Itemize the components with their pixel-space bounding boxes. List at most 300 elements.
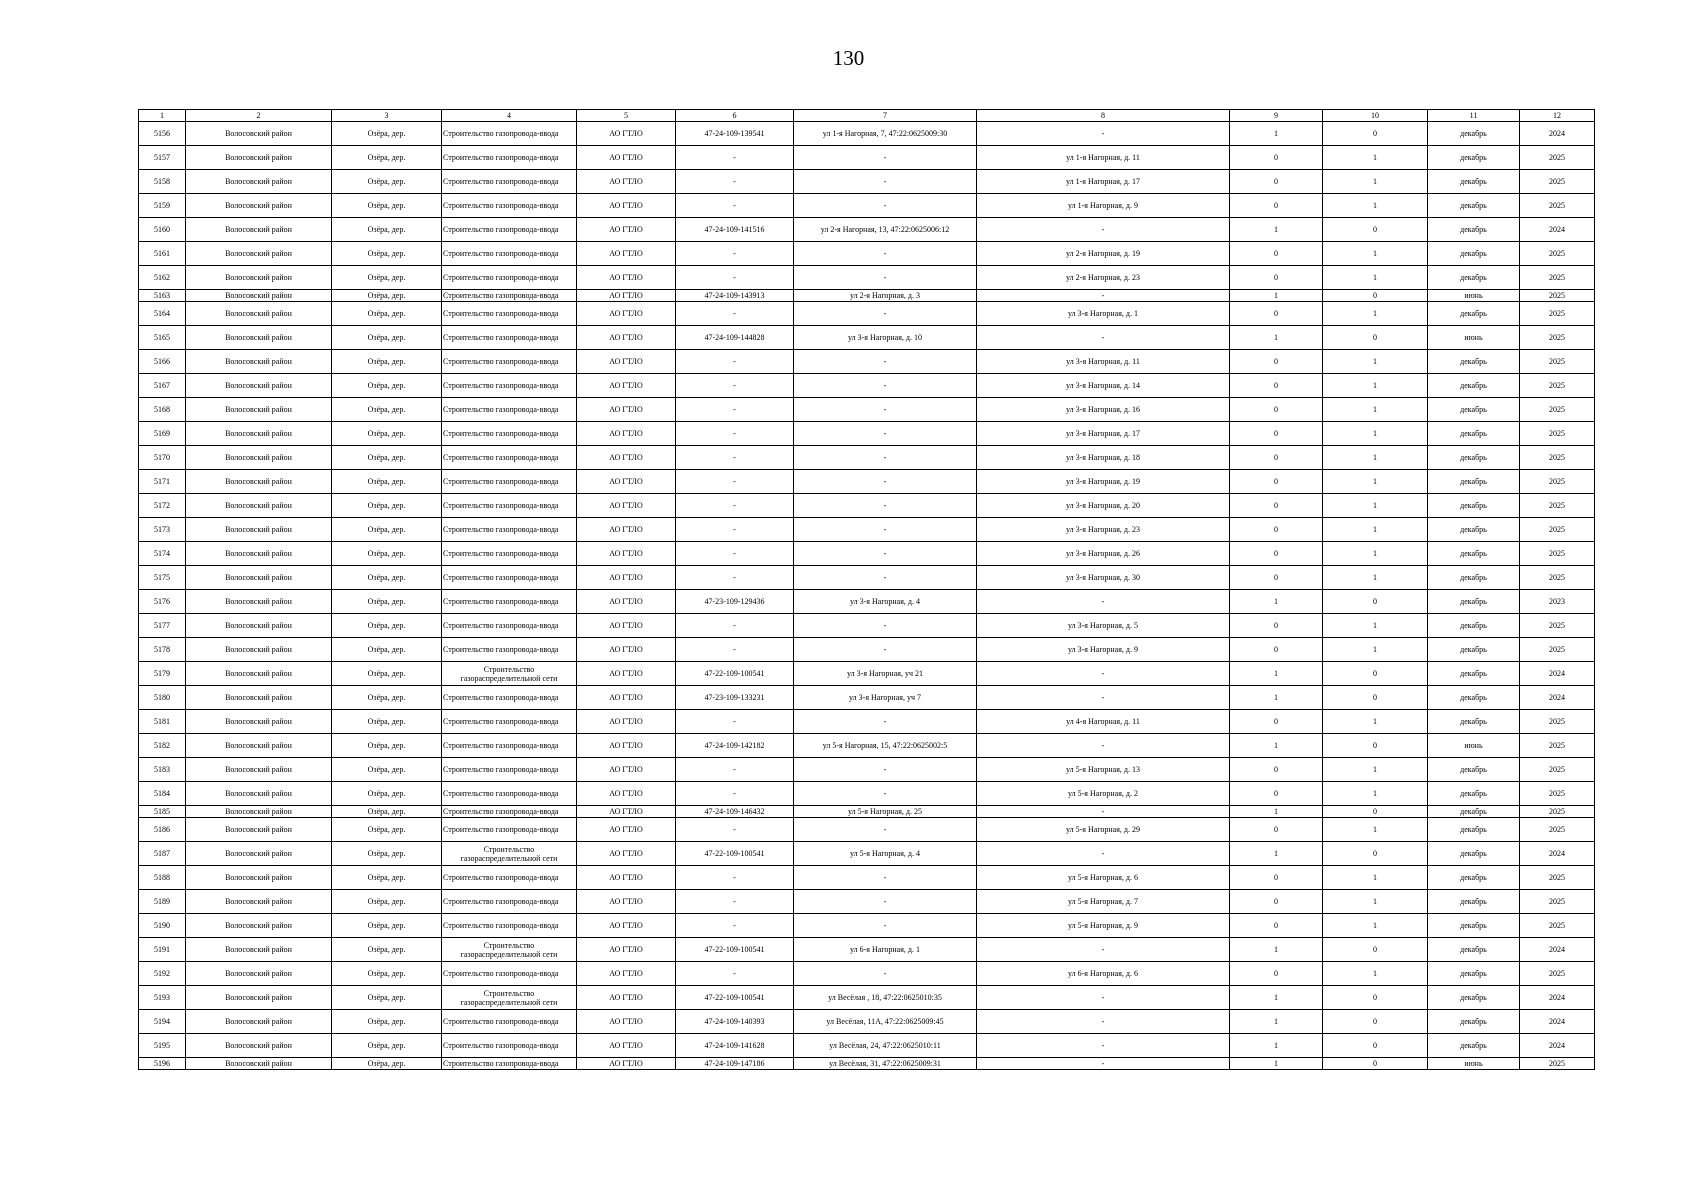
cell-col10: 1	[1323, 242, 1428, 266]
cell-settlement: Озёра, дер.	[332, 782, 442, 806]
cell-organization: АО ГТЛО	[577, 290, 676, 302]
cell-work-type: Строительство газопровода-ввода	[442, 818, 577, 842]
cell-month: декабрь	[1428, 218, 1520, 242]
cell-col10: 0	[1323, 986, 1428, 1010]
cell-code: -	[676, 398, 794, 422]
cell-month: декабрь	[1428, 1034, 1520, 1058]
cell-work-type: Строительство газораспределительной сети	[442, 842, 577, 866]
cell-year: 2025	[1520, 194, 1595, 218]
cell-month: декабрь	[1428, 374, 1520, 398]
column-header: 6	[676, 110, 794, 122]
cell-col10: 1	[1323, 890, 1428, 914]
cell-code: 47-22-109-100541	[676, 842, 794, 866]
cell-address-planned: -	[977, 734, 1230, 758]
cell-address: -	[794, 890, 977, 914]
cell-col10: 1	[1323, 374, 1428, 398]
cell-organization: АО ГТЛО	[577, 986, 676, 1010]
cell-settlement: Озёра, дер.	[332, 122, 442, 146]
cell-month: декабрь	[1428, 350, 1520, 374]
cell-district: Волосовский район	[186, 350, 332, 374]
cell-district: Волосовский район	[186, 446, 332, 470]
cell-address-planned: ул 3-я Нагорная, д. 30	[977, 566, 1230, 590]
table-row	[139, 170, 1595, 194]
cell-district: Волосовский район	[186, 914, 332, 938]
cell-organization: АО ГТЛО	[577, 806, 676, 818]
cell-row-number: 5158	[139, 170, 186, 194]
cell-year: 2023	[1520, 590, 1595, 614]
cell-year: 2024	[1520, 662, 1595, 686]
cell-month: декабрь	[1428, 566, 1520, 590]
cell-district: Волосовский район	[186, 518, 332, 542]
cell-month: июнь	[1428, 326, 1520, 350]
cell-settlement: Озёра, дер.	[332, 302, 442, 326]
cell-district: Волосовский район	[186, 614, 332, 638]
cell-row-number: 5186	[139, 818, 186, 842]
cell-organization: АО ГТЛО	[577, 266, 676, 290]
cell-col9: 1	[1230, 122, 1323, 146]
cell-col10: 0	[1323, 326, 1428, 350]
cell-settlement: Озёра, дер.	[332, 890, 442, 914]
table-row	[139, 590, 1595, 614]
cell-col10: 1	[1323, 818, 1428, 842]
cell-row-number: 5156	[139, 122, 186, 146]
cell-month: декабрь	[1428, 122, 1520, 146]
cell-work-type: Строительство газопровода-ввода	[442, 686, 577, 710]
cell-organization: АО ГТЛО	[577, 194, 676, 218]
cell-organization: АО ГТЛО	[577, 914, 676, 938]
cell-district: Волосовский район	[186, 818, 332, 842]
cell-organization: АО ГТЛО	[577, 170, 676, 194]
cell-organization: АО ГТЛО	[577, 470, 676, 494]
cell-work-type: Строительство газопровода-ввода	[442, 866, 577, 890]
table-row	[139, 614, 1595, 638]
cell-settlement: Озёра, дер.	[332, 446, 442, 470]
table-row	[139, 446, 1595, 470]
cell-settlement: Озёра, дер.	[332, 914, 442, 938]
cell-year: 2024	[1520, 218, 1595, 242]
cell-row-number: 5180	[139, 686, 186, 710]
cell-col10: 0	[1323, 1010, 1428, 1034]
cell-settlement: Озёра, дер.	[332, 518, 442, 542]
cell-col10: 0	[1323, 842, 1428, 866]
cell-row-number: 5160	[139, 218, 186, 242]
cell-organization: АО ГТЛО	[577, 590, 676, 614]
cell-month: декабрь	[1428, 818, 1520, 842]
cell-address: -	[794, 194, 977, 218]
cell-work-type: Строительство газопровода-ввода	[442, 890, 577, 914]
cell-col10: 1	[1323, 542, 1428, 566]
cell-organization: АО ГТЛО	[577, 734, 676, 758]
cell-address-planned: -	[977, 326, 1230, 350]
table-row	[139, 890, 1595, 914]
cell-work-type: Строительство газопровода-ввода	[442, 1034, 577, 1058]
cell-address-planned: ул 3-я Нагорная, д. 20	[977, 494, 1230, 518]
cell-year: 2024	[1520, 122, 1595, 146]
cell-col10: 1	[1323, 638, 1428, 662]
table-row	[139, 842, 1595, 866]
cell-month: декабрь	[1428, 170, 1520, 194]
cell-work-type: Строительство газопровода-ввода	[442, 962, 577, 986]
cell-col10: 0	[1323, 122, 1428, 146]
cell-row-number: 5176	[139, 590, 186, 614]
cell-address: ул Весёлая , 18, 47:22:0625010:35	[794, 986, 977, 1010]
cell-district: Волосовский район	[186, 374, 332, 398]
cell-col9: 0	[1230, 518, 1323, 542]
cell-organization: АО ГТЛО	[577, 446, 676, 470]
cell-organization: АО ГТЛО	[577, 518, 676, 542]
cell-work-type: Строительство газопровода-ввода	[442, 710, 577, 734]
cell-settlement: Озёра, дер.	[332, 470, 442, 494]
cell-row-number: 5179	[139, 662, 186, 686]
cell-district: Волосовский район	[186, 566, 332, 590]
table-row	[139, 710, 1595, 734]
cell-month: декабрь	[1428, 662, 1520, 686]
table-row	[139, 518, 1595, 542]
cell-district: Волосовский район	[186, 218, 332, 242]
cell-district: Волосовский район	[186, 266, 332, 290]
cell-address: -	[794, 242, 977, 266]
cell-work-type: Строительство газопровода-ввода	[442, 446, 577, 470]
cell-organization: АО ГТЛО	[577, 302, 676, 326]
cell-work-type: Строительство газопровода-ввода	[442, 914, 577, 938]
cell-code: -	[676, 914, 794, 938]
cell-col10: 0	[1323, 218, 1428, 242]
cell-work-type: Строительство газопровода-ввода	[442, 566, 577, 590]
column-header: 2	[186, 110, 332, 122]
column-header: 7	[794, 110, 977, 122]
page-number: 130	[832, 46, 865, 70]
cell-row-number: 5170	[139, 446, 186, 470]
cell-col10: 1	[1323, 566, 1428, 590]
cell-year: 2024	[1520, 1010, 1595, 1034]
cell-year: 2025	[1520, 1058, 1595, 1070]
cell-col10: 1	[1323, 350, 1428, 374]
cell-address-planned: ул 3-я Нагорная, д. 16	[977, 398, 1230, 422]
cell-organization: АО ГТЛО	[577, 146, 676, 170]
cell-district: Волосовский район	[186, 326, 332, 350]
cell-address-planned: -	[977, 122, 1230, 146]
cell-col9: 0	[1230, 638, 1323, 662]
table-row	[139, 566, 1595, 590]
cell-work-type: Строительство газопровода-ввода	[442, 146, 577, 170]
cell-work-type: Строительство газопровода-ввода	[442, 542, 577, 566]
cell-row-number: 5169	[139, 422, 186, 446]
cell-address-planned: ул 3-я Нагорная, д. 5	[977, 614, 1230, 638]
cell-address-planned: ул 3-я Нагорная, д. 9	[977, 638, 1230, 662]
table-row	[139, 326, 1595, 350]
cell-work-type: Строительство газораспределительной сети	[442, 662, 577, 686]
cell-col10: 0	[1323, 734, 1428, 758]
cell-col10: 1	[1323, 422, 1428, 446]
cell-district: Волосовский район	[186, 590, 332, 614]
cell-address-planned: ул 1-я Нагорная, д. 11	[977, 146, 1230, 170]
cell-col9: 1	[1230, 842, 1323, 866]
cell-col10: 1	[1323, 758, 1428, 782]
cell-organization: АО ГТЛО	[577, 686, 676, 710]
cell-month: декабрь	[1428, 470, 1520, 494]
column-header: 5	[577, 110, 676, 122]
cell-col9: 0	[1230, 494, 1323, 518]
cell-row-number: 5165	[139, 326, 186, 350]
cell-settlement: Озёра, дер.	[332, 590, 442, 614]
cell-code: 47-22-109-100541	[676, 986, 794, 1010]
cell-settlement: Озёра, дер.	[332, 170, 442, 194]
cell-address: -	[794, 914, 977, 938]
cell-row-number: 5188	[139, 866, 186, 890]
cell-settlement: Озёра, дер.	[332, 350, 442, 374]
cell-year: 2024	[1520, 938, 1595, 962]
cell-settlement: Озёра, дер.	[332, 710, 442, 734]
cell-district: Волосовский район	[186, 710, 332, 734]
cell-row-number: 5191	[139, 938, 186, 962]
cell-month: декабрь	[1428, 806, 1520, 818]
cell-work-type: Строительство газопровода-ввода	[442, 590, 577, 614]
cell-address: ул 2-я Нагорная, 13, 47:22:0625006:12	[794, 218, 977, 242]
cell-row-number: 5163	[139, 290, 186, 302]
cell-code: -	[676, 614, 794, 638]
cell-address: -	[794, 374, 977, 398]
cell-year: 2025	[1520, 806, 1595, 818]
cell-year: 2025	[1520, 566, 1595, 590]
cell-work-type: Строительство газопровода-ввода	[442, 326, 577, 350]
cell-code: 47-24-109-146432	[676, 806, 794, 818]
cell-code: -	[676, 866, 794, 890]
cell-organization: АО ГТЛО	[577, 218, 676, 242]
cell-address-planned: ул 3-я Нагорная, д. 11	[977, 350, 1230, 374]
cell-address: ул Весёлая, 24, 47:22:0625010:11	[794, 1034, 977, 1058]
cell-organization: АО ГТЛО	[577, 374, 676, 398]
cell-col9: 0	[1230, 710, 1323, 734]
column-header: 10	[1323, 110, 1428, 122]
cell-col10: 1	[1323, 494, 1428, 518]
cell-code: 47-24-109-140393	[676, 1010, 794, 1034]
cell-code: 47-22-109-100541	[676, 938, 794, 962]
cell-organization: АО ГТЛО	[577, 542, 676, 566]
table-row	[139, 734, 1595, 758]
cell-address: ул 3-я Нагорная, д. 10	[794, 326, 977, 350]
cell-settlement: Озёра, дер.	[332, 758, 442, 782]
cell-col9: 0	[1230, 914, 1323, 938]
cell-month: декабрь	[1428, 194, 1520, 218]
cell-code: 47-23-109-133231	[676, 686, 794, 710]
cell-year: 2025	[1520, 518, 1595, 542]
cell-col10: 1	[1323, 710, 1428, 734]
cell-address: -	[794, 818, 977, 842]
cell-settlement: Озёра, дер.	[332, 938, 442, 962]
cell-row-number: 5162	[139, 266, 186, 290]
cell-month: июнь	[1428, 290, 1520, 302]
cell-settlement: Озёра, дер.	[332, 326, 442, 350]
cell-code: -	[676, 350, 794, 374]
cell-address-planned: ул 5-я Нагорная, д. 6	[977, 866, 1230, 890]
cell-organization: АО ГТЛО	[577, 122, 676, 146]
cell-code: -	[676, 818, 794, 842]
cell-settlement: Озёра, дер.	[332, 398, 442, 422]
cell-col9: 1	[1230, 290, 1323, 302]
cell-organization: АО ГТЛО	[577, 638, 676, 662]
cell-address-planned: -	[977, 938, 1230, 962]
cell-settlement: Озёра, дер.	[332, 662, 442, 686]
cell-address-planned: ул 3-я Нагорная, д. 19	[977, 470, 1230, 494]
table-row	[139, 914, 1595, 938]
cell-work-type: Строительство газопровода-ввода	[442, 398, 577, 422]
cell-address-planned: -	[977, 590, 1230, 614]
cell-year: 2025	[1520, 614, 1595, 638]
cell-work-type: Строительство газопровода-ввода	[442, 614, 577, 638]
cell-work-type: Строительство газопровода-ввода	[442, 1058, 577, 1070]
cell-year: 2024	[1520, 986, 1595, 1010]
cell-month: декабрь	[1428, 146, 1520, 170]
cell-month: декабрь	[1428, 302, 1520, 326]
cell-district: Волосовский район	[186, 398, 332, 422]
table-row	[139, 542, 1595, 566]
cell-row-number: 5193	[139, 986, 186, 1010]
cell-district: Волосовский район	[186, 986, 332, 1010]
cell-address-planned: ул 5-я Нагорная, д. 29	[977, 818, 1230, 842]
cell-col9: 0	[1230, 446, 1323, 470]
cell-district: Волосовский район	[186, 1058, 332, 1070]
table-row	[139, 986, 1595, 1010]
cell-organization: АО ГТЛО	[577, 494, 676, 518]
cell-month: декабрь	[1428, 242, 1520, 266]
cell-year: 2025	[1520, 290, 1595, 302]
cell-address: -	[794, 494, 977, 518]
cell-work-type: Строительство газопровода-ввода	[442, 806, 577, 818]
cell-address: ул 3-я Нагорная, уч 7	[794, 686, 977, 710]
cell-address: ул Весёлая, 11А, 47:22:0625009:45	[794, 1010, 977, 1034]
cell-year: 2025	[1520, 710, 1595, 734]
cell-address: -	[794, 470, 977, 494]
cell-row-number: 5190	[139, 914, 186, 938]
cell-code: -	[676, 782, 794, 806]
cell-col9: 1	[1230, 1010, 1323, 1034]
cell-address: -	[794, 146, 977, 170]
cell-settlement: Озёра, дер.	[332, 566, 442, 590]
cell-address-planned: ул 1-я Нагорная, д. 9	[977, 194, 1230, 218]
cell-code: -	[676, 962, 794, 986]
cell-code: 47-24-109-143913	[676, 290, 794, 302]
table-row	[139, 782, 1595, 806]
cell-district: Волосовский район	[186, 962, 332, 986]
registry-table	[138, 109, 1595, 1070]
cell-district: Волосовский район	[186, 290, 332, 302]
cell-year: 2025	[1520, 446, 1595, 470]
cell-district: Волосовский район	[186, 890, 332, 914]
cell-col9: 0	[1230, 866, 1323, 890]
cell-year: 2025	[1520, 470, 1595, 494]
cell-work-type: Строительство газопровода-ввода	[442, 758, 577, 782]
cell-month: декабрь	[1428, 710, 1520, 734]
cell-col9: 1	[1230, 806, 1323, 818]
cell-address: ул 3-я Нагорная, д. 4	[794, 590, 977, 614]
cell-code: 47-24-109-141628	[676, 1034, 794, 1058]
cell-address-planned: ул 3-я Нагорная, д. 23	[977, 518, 1230, 542]
cell-month: декабрь	[1428, 1010, 1520, 1034]
cell-organization: АО ГТЛО	[577, 350, 676, 374]
cell-address-planned: ул 3-я Нагорная, д. 14	[977, 374, 1230, 398]
cell-organization: АО ГТЛО	[577, 890, 676, 914]
table-row	[139, 866, 1595, 890]
cell-organization: АО ГТЛО	[577, 962, 676, 986]
cell-row-number: 5173	[139, 518, 186, 542]
cell-address: -	[794, 782, 977, 806]
cell-organization: АО ГТЛО	[577, 566, 676, 590]
cell-code: -	[676, 638, 794, 662]
cell-code: -	[676, 374, 794, 398]
cell-code: 47-22-109-100541	[676, 662, 794, 686]
cell-settlement: Озёра, дер.	[332, 866, 442, 890]
cell-district: Волосовский район	[186, 170, 332, 194]
cell-district: Волосовский район	[186, 302, 332, 326]
cell-work-type: Строительство газопровода-ввода	[442, 422, 577, 446]
cell-code: -	[676, 446, 794, 470]
cell-address-planned: ул 2-я Нагорная, д. 19	[977, 242, 1230, 266]
cell-year: 2025	[1520, 866, 1595, 890]
cell-work-type: Строительство газопровода-ввода	[442, 350, 577, 374]
cell-district: Волосовский район	[186, 242, 332, 266]
cell-month: декабрь	[1428, 590, 1520, 614]
cell-row-number: 5195	[139, 1034, 186, 1058]
cell-organization: АО ГТЛО	[577, 242, 676, 266]
cell-code: -	[676, 170, 794, 194]
cell-organization: АО ГТЛО	[577, 782, 676, 806]
cell-organization: АО ГТЛО	[577, 842, 676, 866]
cell-col10: 1	[1323, 914, 1428, 938]
cell-address: -	[794, 614, 977, 638]
cell-row-number: 5185	[139, 806, 186, 818]
cell-address-planned: ул 5-я Нагорная, д. 9	[977, 914, 1230, 938]
cell-work-type: Строительство газопровода-ввода	[442, 218, 577, 242]
cell-address: -	[794, 422, 977, 446]
cell-district: Волосовский район	[186, 146, 332, 170]
cell-district: Волосовский район	[186, 662, 332, 686]
cell-col10: 1	[1323, 146, 1428, 170]
table-row	[139, 302, 1595, 326]
cell-col9: 1	[1230, 986, 1323, 1010]
cell-code: -	[676, 242, 794, 266]
cell-settlement: Озёра, дер.	[332, 614, 442, 638]
table-row	[139, 350, 1595, 374]
cell-col10: 0	[1323, 686, 1428, 710]
cell-month: декабрь	[1428, 446, 1520, 470]
cell-month: декабрь	[1428, 614, 1520, 638]
cell-address: ул 1-я Нагорная, 7, 47:22:0625009:30	[794, 122, 977, 146]
cell-address-planned: ул 5-я Нагорная, д. 2	[977, 782, 1230, 806]
cell-month: декабрь	[1428, 986, 1520, 1010]
cell-year: 2025	[1520, 374, 1595, 398]
cell-col9: 0	[1230, 758, 1323, 782]
cell-district: Волосовский район	[186, 938, 332, 962]
cell-col9: 1	[1230, 1034, 1323, 1058]
table-row	[139, 122, 1595, 146]
cell-row-number: 5181	[139, 710, 186, 734]
table-row	[139, 422, 1595, 446]
cell-code: 47-24-109-142182	[676, 734, 794, 758]
column-header: 1	[139, 110, 186, 122]
cell-month: декабрь	[1428, 638, 1520, 662]
cell-district: Волосовский район	[186, 194, 332, 218]
cell-address-planned: -	[977, 662, 1230, 686]
cell-address-planned: ул 4-я Нагорная, д. 11	[977, 710, 1230, 734]
cell-work-type: Строительство газопровода-ввода	[442, 494, 577, 518]
table-row	[139, 962, 1595, 986]
cell-code: -	[676, 494, 794, 518]
cell-col9: 0	[1230, 350, 1323, 374]
cell-col9: 0	[1230, 302, 1323, 326]
cell-work-type: Строительство газопровода-ввода	[442, 266, 577, 290]
cell-address-planned: -	[977, 290, 1230, 302]
cell-month: декабрь	[1428, 782, 1520, 806]
